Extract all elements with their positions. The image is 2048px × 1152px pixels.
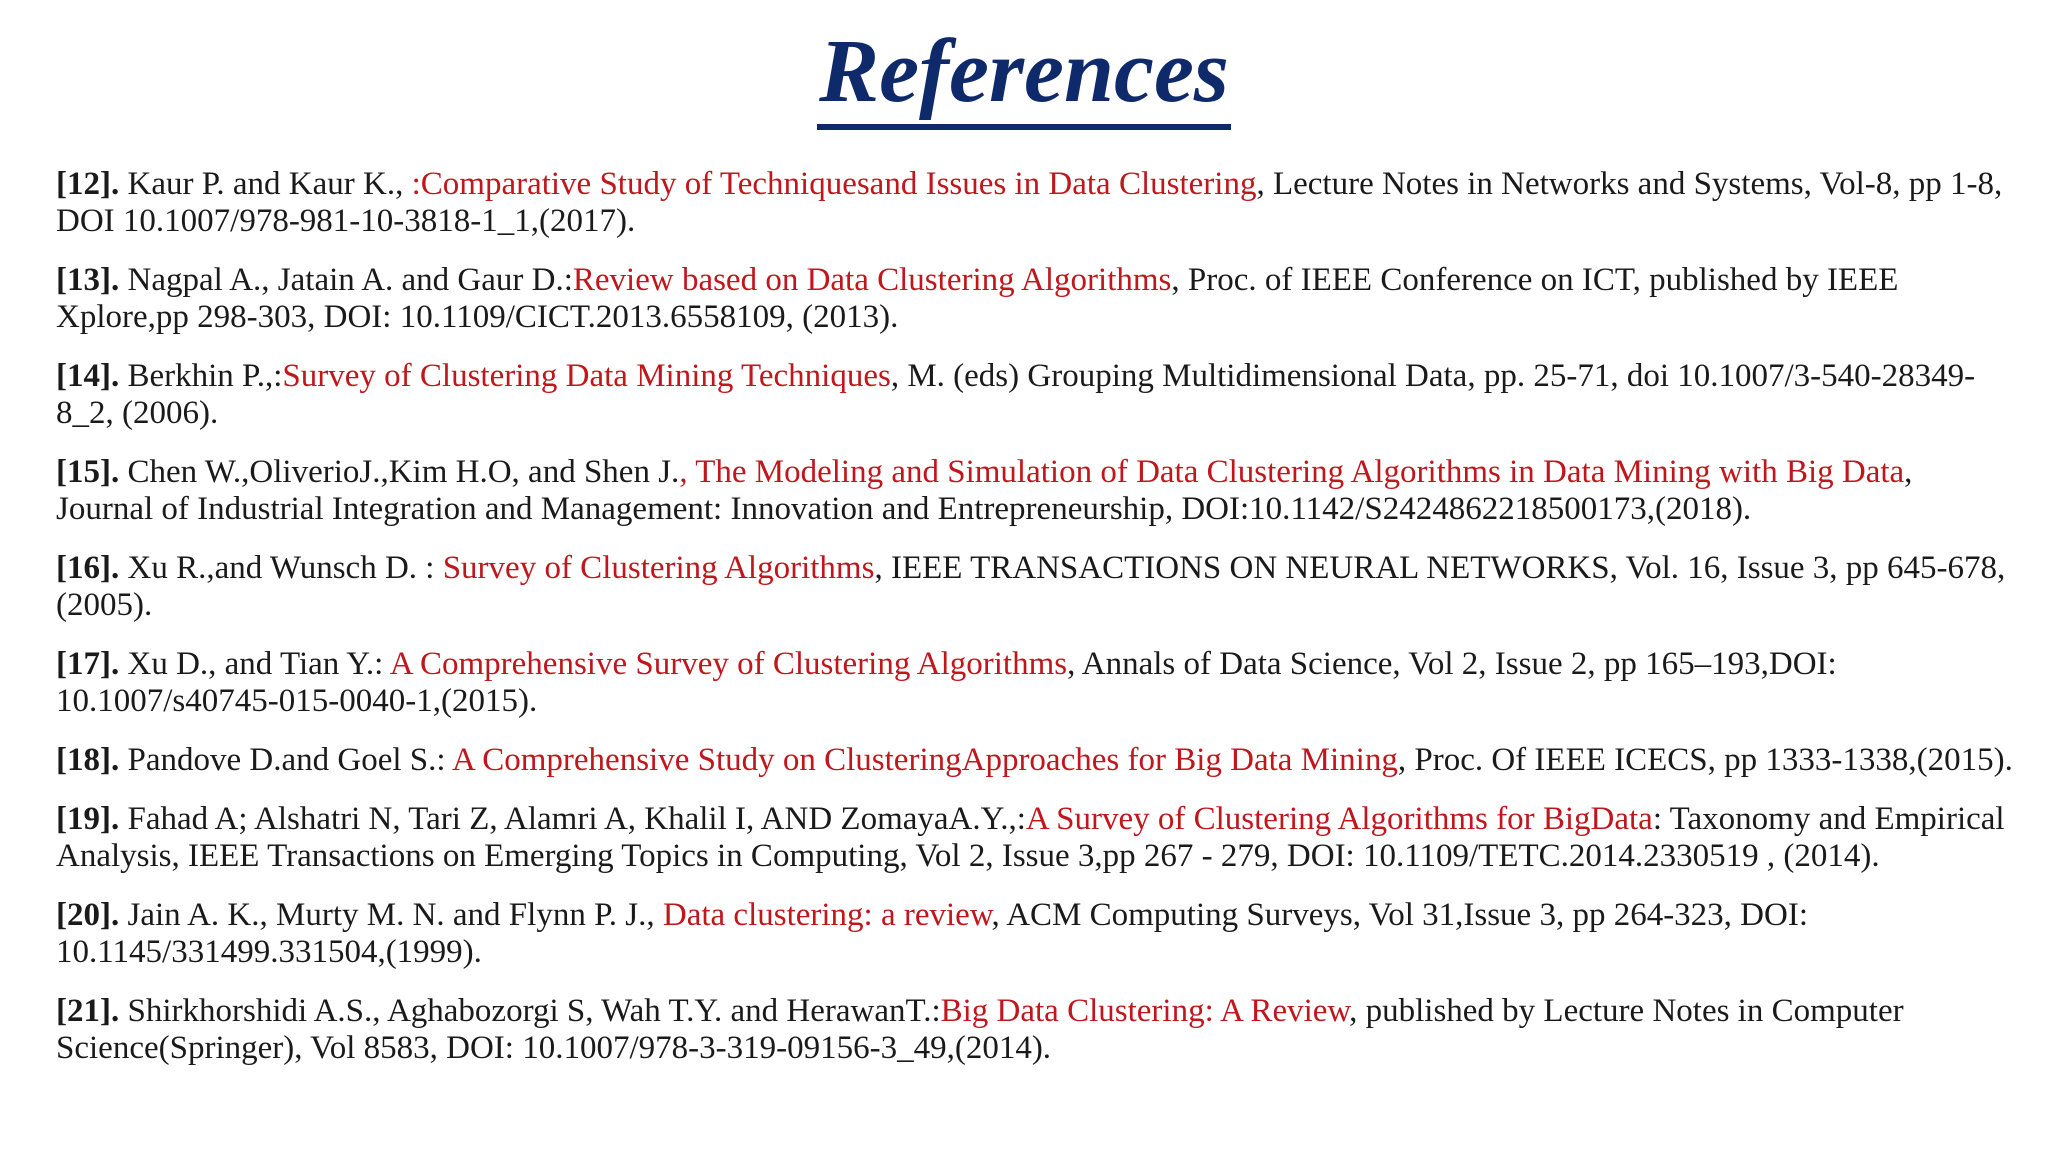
- reference-number: [13].: [56, 262, 120, 298]
- reference-item: [56, 166, 2016, 240]
- slide-title: References: [817, 22, 1231, 130]
- reference-details: , ACM Computing Surveys, Vol 31,Issue 3, pp 264-323, DOI: 10.1145/331499.331504,(1999).: [56, 897, 1809, 970]
- reference-item: [56, 262, 2016, 336]
- reference-authors: Shirkhorshidi A.S., Aghabozorgi S, Wah T.Y. and HerawanT.:: [119, 993, 941, 1029]
- reference-number: [16].: [56, 550, 120, 586]
- reference-details: , M. (eds) Grouping Multidimensional Data, pp. 25-71, doi 10.1007/3-540-28349-8_2, (2006).: [56, 358, 1976, 431]
- reference-item: [56, 993, 2016, 1067]
- reference-number: [18].: [56, 742, 120, 778]
- reference-number: [14].: [56, 358, 120, 394]
- reference-item: [56, 358, 2016, 432]
- reference-details: , Journal of Industrial Integration and Management: Innovation and Entrepreneurship, DOI:10.1142/S2424862218500173,(2018).: [56, 454, 1913, 527]
- reference-title: :Comparative Study of Techniquesand Issues in Data Clustering: [411, 166, 1257, 202]
- reference-details: : Taxonomy and Empirical Analysis, IEEE Transactions on Emerging Topics in Computing, Vol 2, Issue 3,pp 267 - 279, DOI: 10.1109/TETC.2014.2330519 , (2014).: [56, 801, 2005, 874]
- reference-item: [56, 550, 2016, 624]
- reference-title: A Comprehensive Survey of Clustering Algorithms: [389, 646, 1068, 682]
- reference-title: , The Modeling and Simulation of Data Clustering Algorithms in Data Mining with Big Data: [679, 454, 1905, 490]
- reference-title: Survey of Clustering Data Mining Techniques: [282, 358, 891, 394]
- reference-details: , Lecture Notes in Networks and Systems, Vol-8, pp 1-8, DOI 10.1007/978-981-10-3818-1_1,(2017).: [56, 166, 2003, 239]
- reference-title: Review based on Data Clustering Algorithms: [572, 262, 1172, 298]
- reference-number: [15].: [56, 454, 120, 490]
- reference-title: A Survey of Clustering Algorithms for BigData: [1025, 801, 1653, 837]
- reference-item: [56, 454, 2016, 528]
- reference-authors: Nagpal A., Jatain A. and Gaur D.:: [119, 262, 573, 298]
- reference-number: [17].: [56, 646, 120, 682]
- reference-details: , Annals of Data Science, Vol 2, Issue 2, pp 165–193,DOI: 10.1007/s40745-015-0040-1,(2015).: [56, 646, 1837, 719]
- reference-authors: Berkhin P.,:: [119, 358, 283, 394]
- reference-authors: Chen W.,OliverioJ.,Kim H.O, and Shen J.: [119, 454, 680, 490]
- reference-item: [56, 801, 2016, 875]
- reference-details: , Proc. Of IEEE ICECS, pp 1333-1338,(2015).: [1397, 742, 2013, 778]
- reference-title: Data clustering: a review: [662, 897, 992, 933]
- reference-title: Survey of Clustering Algorithms: [442, 550, 875, 586]
- reference-number: [20].: [56, 897, 120, 933]
- reference-authors: Xu D., and Tian Y.:: [119, 646, 390, 682]
- reference-number: [21].: [56, 993, 120, 1029]
- reference-title: A Comprehensive Study on ClusteringApproaches for Big Data Mining: [451, 742, 1398, 778]
- reference-details: , IEEE TRANSACTIONS ON NEURAL NETWORKS, Vol. 16, Issue 3, pp 645-678, (2005).: [56, 550, 2006, 623]
- reference-item: [56, 897, 2016, 971]
- reference-authors: Jain A. K., Murty M. N. and Flynn P. J.,: [119, 897, 663, 933]
- reference-title: Big Data Clustering: A Review: [940, 993, 1350, 1029]
- reference-details: , Proc. of IEEE Conference on ICT, published by IEEE Xplore,pp 298-303, DOI: 10.1109/CICT.2013.6558109, (2013).: [56, 262, 1899, 335]
- reference-item: [56, 742, 2016, 779]
- reference-number: [12].: [56, 166, 120, 202]
- title-container: [0, 22, 2048, 130]
- reference-authors: Fahad A; Alshatri N, Tari Z, Alamri A, Khalil I, AND ZomayaA.Y.,:: [119, 801, 1026, 837]
- reference-authors: Xu R.,and Wunsch D. :: [119, 550, 443, 586]
- reference-details: , published by Lecture Notes in Computer Science(Springer), Vol 8583, DOI: 10.1007/978-3-319-09156-3_49,(2014).: [56, 993, 1904, 1066]
- reference-authors: Pandove D.and Goel S.:: [119, 742, 452, 778]
- reference-item: [56, 646, 2016, 720]
- reference-number: [19].: [56, 801, 120, 837]
- reference-authors: Kaur P. and Kaur K.,: [119, 166, 412, 202]
- reference-list: [56, 166, 2016, 1089]
